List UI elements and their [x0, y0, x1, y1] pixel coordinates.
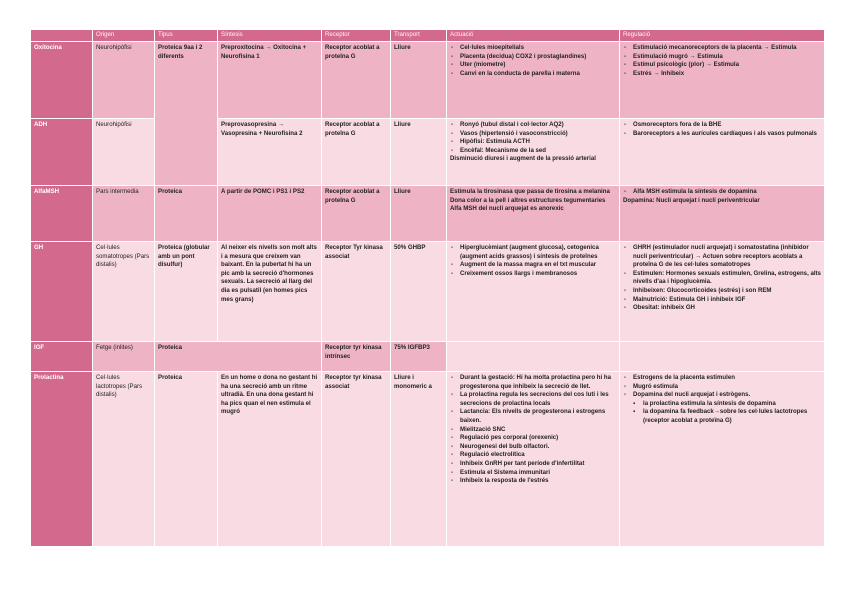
list-item: - Uter (miometre): [460, 61, 616, 70]
cell-sintesis: Preproxitocina → Oxitocina + Neurofisina 1: [218, 42, 322, 119]
cell-actuacio: [447, 186, 620, 242]
header-actuacio: Actuació: [447, 30, 620, 42]
cell-receptor: Receptor acoblat a proteïna G: [322, 119, 391, 186]
regulacio-list: [623, 188, 821, 197]
header-sintesis: Síntesis: [218, 30, 322, 42]
row-oxitocina: [31, 42, 825, 119]
cell-sintesis: En un home o dona no gestant hi ha una secreció amb un ritme ultradià. En una dona gestant hi ha pics quan el nen estimula el mugró: [218, 372, 322, 547]
list-item: ▪ la dopamina fa feedback→sobre les cel·lules lactotropes (receptor acoblat a proteïna G): [643, 408, 821, 425]
cell-origen: Fetge (inlites): [93, 342, 155, 372]
list-item: - Mielització SNC: [460, 426, 616, 435]
cell-receptor: Receptor acoblat a proteïna G: [322, 186, 391, 242]
list-item: - Canvi en la conducta de parella i materna: [460, 70, 616, 79]
header-row: [31, 30, 825, 42]
list-item: - Placenta (decidua) COX2 i prostaglandines): [460, 53, 616, 62]
list-item: - Vasos (hipertensió i vasoconstricció): [460, 130, 616, 139]
list-item: - Regulació pes corporal (orexenic): [460, 434, 616, 443]
row-adh: [31, 119, 825, 186]
list-item: - Estímul psicològic (plor) → Estimula: [633, 61, 821, 70]
cell-regulacio: [620, 242, 825, 342]
cell-actuacio: [447, 372, 620, 547]
cell-regulacio-empty: [620, 342, 825, 372]
header-regulacio: Regulació: [620, 30, 825, 42]
cell-origen: Neurohipòfisi: [93, 42, 155, 119]
list-item: - Estrogens de la placenta estimulen: [633, 374, 821, 383]
header-origen: Origen: [93, 30, 155, 42]
header-receptor: Receptor: [322, 30, 391, 42]
row-prolactina: [31, 372, 825, 547]
cell-transport: 75% IGFBP3: [391, 342, 447, 372]
cell-actuacio: [447, 119, 620, 186]
cell-actuacio: [447, 42, 620, 119]
regulacio-list: [623, 374, 821, 400]
row-igf: [31, 342, 825, 372]
list-item: - Malnutrició: Estimula GH i inhibeix IGF: [633, 296, 821, 305]
list-item: - Hiperglucèmiant (augment glucosa), cetogenica (augment acids grassos) i síntesis de proteïnes: [460, 244, 616, 261]
list-item: - Durant la gestació: Hi ha molta prolactina pero hi ha progesterona que inhibeix la secreció de llet.: [460, 374, 616, 391]
list-item: - Inhibeix GnRH per tant període d'infertilitat: [460, 460, 616, 469]
actuacio-line: Alfa MSH del nucli arquejat es anorexic: [450, 205, 564, 213]
cell-receptor: Receptor Tyr kinasa associat: [322, 242, 391, 342]
regulacio-line: Dopamina: Nucli arquejat i nucli periventricular: [623, 196, 760, 204]
cell-regulacio: [620, 42, 825, 119]
hormones-table: [30, 29, 825, 547]
cell-receptor: Receptor tyr kinasa associat: [322, 372, 391, 547]
header-tipus: Tipus: [155, 30, 218, 42]
list-item: - Dopamina del nucli arquejat i estrògens.: [633, 391, 821, 400]
row-name: AlfaMSH: [31, 186, 93, 242]
row-name: ADH: [31, 119, 93, 186]
list-item: - Ronyó (tubul distal i col·lector AQ2): [460, 121, 616, 130]
list-item: - Estimulen: Hormones sexuals estimulen, Grelina, estrogens, alts nivells d'aa i hipoglucèmia.: [633, 270, 821, 287]
list-item: - Alfa MSH estimula la síntesis de dopamina: [633, 188, 821, 197]
cell-transport: Lliure: [391, 119, 447, 186]
row-gh: [31, 242, 825, 342]
list-item: - Estrés → Inhibeix: [633, 70, 821, 79]
cell-origen: Cel·lules lactotropes (Pars distalis): [93, 372, 155, 547]
list-item: - Osmoreceptors fora de la BHE: [633, 121, 821, 130]
list-item: - Encèfal: Mecanisme de la sed: [460, 147, 616, 156]
actuacio-line: Dona color a la pell i altres estructures tegumentaries: [450, 196, 606, 204]
header-transport: Transport: [391, 30, 447, 42]
actuacio-summary: Disminució diuresi i augment de la pressió arterial: [450, 155, 596, 163]
row-name: Oxitocina: [31, 42, 93, 119]
regulacio-sublist: [623, 400, 821, 426]
actuacio-list: [450, 244, 616, 278]
cell-tipus: Proteica: [155, 372, 218, 547]
cell-origen: Neurohipòfisi: [93, 119, 155, 186]
regulacio-list: [623, 121, 821, 138]
header-empty: [31, 30, 93, 42]
row-name: Prolactina: [31, 372, 93, 547]
list-item: - Lactancia: Els nivells de progesterona i estrogens baixen.: [460, 408, 616, 425]
cell-actuacio: [447, 242, 620, 342]
cell-receptor: Receptor acoblat a proteïna G: [322, 42, 391, 119]
cell-transport: Lliure i monomeric a: [391, 372, 447, 547]
list-item: - Hipòfisi: Estimula ACTH: [460, 138, 616, 147]
list-item: - Mugró estimula: [633, 383, 821, 392]
row-name: GH: [31, 242, 93, 342]
list-item: - Estimulació mecanoreceptors de la placenta → Estimula: [633, 44, 821, 53]
list-item: - Inhibeixen: Glucocorticoides (estrés) i son REM: [633, 287, 821, 296]
cell-tipus: Proteica: [155, 342, 322, 372]
cell-sintesis: Preprovasopresina → Vasopresina + Neurofisina 2: [218, 119, 322, 186]
cell-tipus: Proteica 9aa i 2 diferents: [155, 42, 218, 186]
row-alfamsh: [31, 186, 825, 242]
list-item: - La prolactina regula les secrecions del cos luti i les secrecions de prolactina locals: [460, 391, 616, 408]
list-item: - Augment de la massa magra en el txt muscular: [460, 261, 616, 270]
cell-origen: Cel·lules somatotropes (Pars distalis): [93, 242, 155, 342]
list-item: - Estimula el Sistema immunitari: [460, 469, 616, 478]
actuacio-list: [450, 121, 616, 155]
cell-tipus: Proteica: [155, 186, 218, 242]
list-item: - Neurogenesi del bulb olfactori.: [460, 443, 616, 452]
list-item: - Inhibeix la resposta de l'estrés: [460, 477, 616, 486]
cell-receptor: Receptor tyr kinasa intrínsec: [322, 342, 391, 372]
cell-actuacio-empty: [447, 342, 620, 372]
cell-tipus: Proteica (globular amb un pont disulfur): [155, 242, 218, 342]
list-item: - Baroreceptors a les aurícules cardíaques i als vasos pulmonals: [633, 130, 821, 139]
cell-regulacio: [620, 372, 825, 547]
cell-sintesis: Al neixer els nivells son molt alts i a mesura que creixem van baixant. En la pubertat hi ha un pic amb la secreció d'hormones sexuals. La secreció al llarg del dia es pulsatil (en homes pics mes grans): [218, 242, 322, 342]
cell-origen: Pars intermedia: [93, 186, 155, 242]
cell-transport: 50% GHBP: [391, 242, 447, 342]
list-item: - Creixement ossos llargs i membranosos: [460, 270, 616, 279]
list-item: - Cel·lules mioepitelials: [460, 44, 616, 53]
list-item: - Estimulació mugró → Estimula: [633, 53, 821, 62]
regulacio-list: [623, 244, 821, 313]
list-item: - Obesitat: inhibeix GH: [633, 304, 821, 313]
list-item: ▪ la prolactina estimula la síntesis de dopamina: [643, 400, 821, 409]
regulacio-list: [623, 44, 821, 78]
cell-regulacio: [620, 186, 825, 242]
list-item: - Regulació electrolítica: [460, 451, 616, 460]
list-item: - GHRH (estimulador nucli arquejat) i somatostatina (inhibidor nucli periventricular) → Actuen sobre receptors acoblats a proteïna G de les cel·lules somatotropes: [633, 244, 821, 270]
actuacio-list: [450, 44, 616, 78]
cell-transport: Lliure: [391, 186, 447, 242]
actuacio-line: Estimula la tirosinasa que passa de tirosina a melanina: [450, 188, 610, 195]
cell-sintesis: A partir de POMC i PS1 i PS2: [218, 186, 322, 242]
cell-transport: Lliure: [391, 42, 447, 119]
cell-regulacio: [620, 119, 825, 186]
actuacio-list: [450, 374, 616, 486]
row-name: IGF: [31, 342, 93, 372]
